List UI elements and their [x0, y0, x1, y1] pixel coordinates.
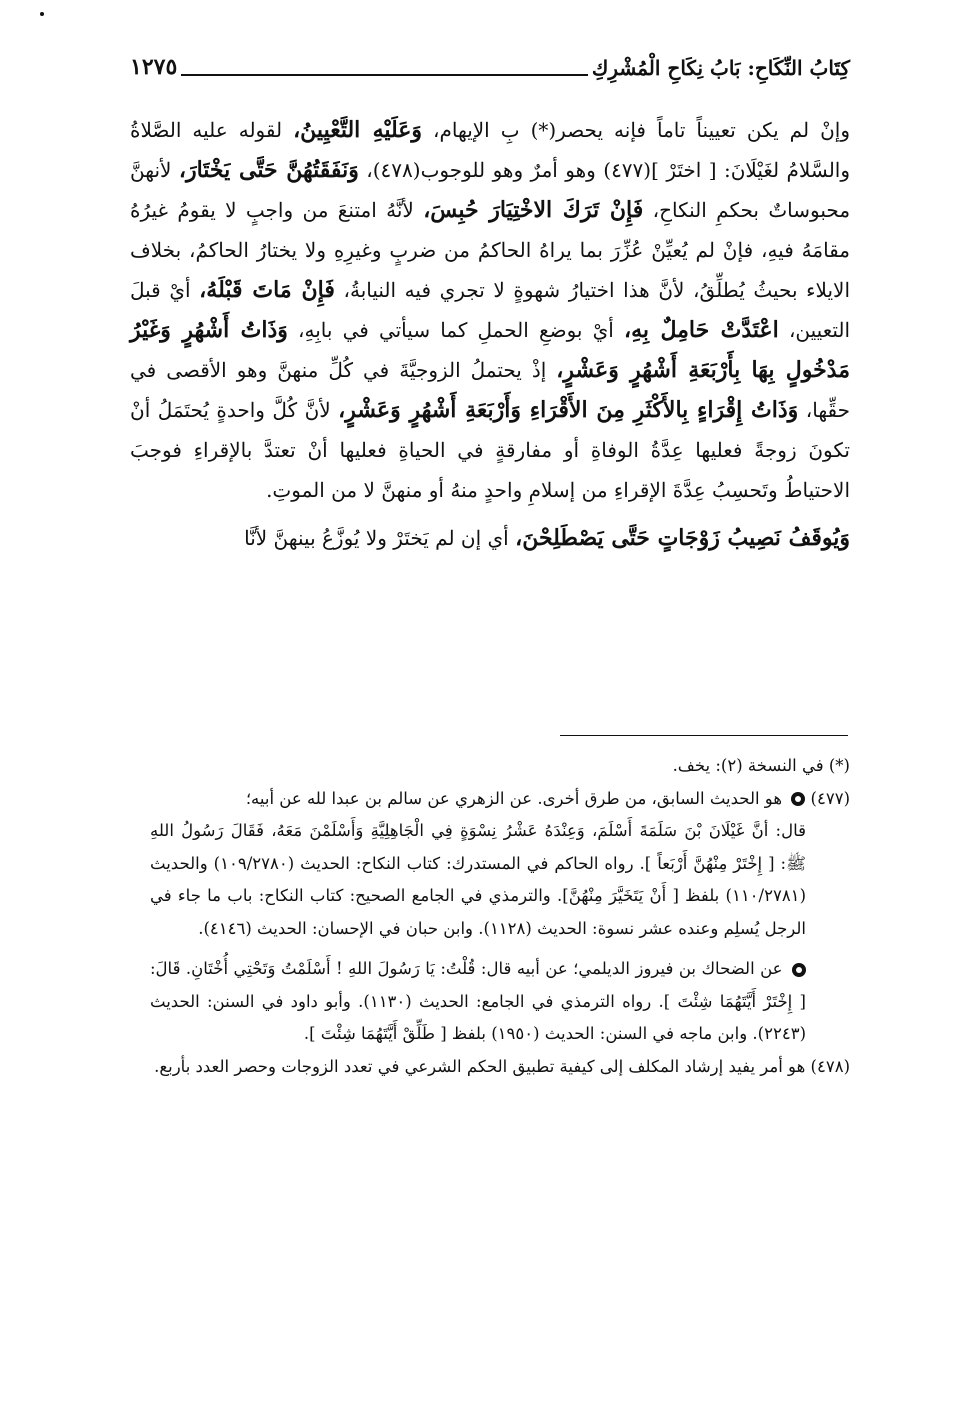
matn-text: فَإِنْ تَرَكَ الاخْتِيَارَ حُبِسَ، — [423, 197, 644, 223]
page-number: ١٢٧٥ — [130, 54, 178, 80]
footnote-478: (٤٧٨) هو أمر يفيد إرشاد المكلف إلى كيفية تطبيق الحكم الشرعي في تعدد الزوجات وحصر العدد بأربع. — [154, 1056, 850, 1076]
paragraph-1: وإنْ لم يكن تعييناً تاماً فإنه يحصر(*) بِ الإيهام، وَعَلَيْهِ التَّعْيِينُ، لقوله عليه الصَّلاةُ والسَّلامُ لغَيْلَانَ: [ اختَرْ ](٤٧٧) وهو أمرٌ وهو للوجوب(٤٧٨)، وَنَفَقَتُهُنَّ حَتَّى يَخْتَارَ، لأنهنَّ محبوساتٌ بحكمِ النكاحِ، فَإِنْ تَرَكَ الاخْتِيَارَ حُبِسَ، لأنَّهُ امتنعَ من واجبٍ لا يقومُ غيرُهُ مقامَهُ فيهِ، فإنْ لم يُعيِّنْ عُزِّرَ بما يراهُ الحاكمُ من ضربٍ وغيرِهِ ولا يختارُ الحاكمُ، بخلاف الايلاء بحيثُ يُطلِّقُ، لأنَّ هذا اختيارُ شهوةٍ لا تجري فيه النيابةُ، فَإِنْ مَاتَ قَبْلَهُ، أيْ قبلَ التعيين، اعْتَدَّتْ حَامِلٌ بِهِ، أيْ بوضعِ الحملِ كما سيأتي في بابِهِ، وَذَاتُ أَشْهُرٍ وَغَيْرُ مَدْخُولٍ بِهَا بِأَرْبَعَةِ أَشْهُرٍ وَعَشْرٍ، إذْ يحتملُ الزوجيَّةَ في كُلِّ منهنَّ وهو الأقصى في حقِّها، وَذَاتُ إِقْرَاءٍ بِالأَكْثَرِ مِنَ الأَقْرَاءِ وَأَرْبَعَةِ أَشْهُرٍ وَعَشْرٍ، لأنَّ كُلَّ واحدةٍ يُحتَمَلُ أنْ تكونَ زوجةً فعليها عِدَّةُ الوفاةِ أو مفارقةٍ في الحياةِ فعليها أنْ تعتدَّ بالإقراءِ فوجبَ الاحتياطُ وتَحسِبُ عِدَّةَ الإقراءِ من إسلامِ واحدٍ منهُ أو منهنَّ لا من الموتِ. — [130, 117, 851, 502]
footnote-477-second: عن الضحاك بن فيروز الديلمي؛ عن أبيه قال: قُلْتُ: يَا رَسُولَ اللهِ ! أَسْلَمْتُ وَتَحْتِي أُخْتَانِ. قَالَ: [ إِخْتَرْ أَيَّتَهُمَا شِئْتَ ]. رواه الترمذي في الجامع: الحديث (١١٣٠). وأبو داود في السنن: الحديث (٢٢٤٣). وابن ماجه في السنن: الحديث (١٩٥٠) بلفظ [ طَلِّقْ أَيَّتَهُمَا شِئْتَ ]. — [150, 959, 806, 1043]
scan-dot — [40, 12, 44, 16]
matn-text: فَإِنْ مَاتَ قَبْلَهُ، — [199, 277, 335, 303]
chapter-title: كِتَابُ النِّكَاحِ: بَابُ نِكَاحِ الْمُشْرِكِ — [591, 56, 850, 80]
paragraph-2: وَيُوقَفُ نَصِيبُ زَوْجَاتٍ حَتَّى يَصْطَلِحْنَ، أي إن لم يَختَرْ ولا يُوزَّعُ بينهنَّ لأنَّا — [244, 525, 850, 551]
footnote-477: (٤٧٧) هو الحديث السابق، من طرق أخرى. عن الزهري عن سالم بن عبدا لله عن أبيه؛ — [245, 788, 850, 808]
note-ref-star: (*) — [530, 118, 557, 142]
circle-bullet-icon — [791, 792, 805, 806]
footnotes — [150, 750, 850, 1083]
header-rule — [181, 74, 588, 76]
circle-bullet-icon — [792, 963, 806, 977]
footnote-separator — [560, 735, 848, 736]
matn-text: وَنَفَقَتُهُنَّ حَتَّى يَخْتَارَ، — [178, 157, 359, 183]
matn-text: وَيُوقَفُ نَصِيبُ زَوْجَاتٍ حَتَّى يَصْطَلِحْنَ، — [515, 525, 850, 551]
matn-text: وَذَاتُ أَشْهُرٍ وَغَيْرُ مَدْخُولٍ بِهَا بِأَرْبَعَةِ أَشْهُرٍ وَعَشْرٍ، — [130, 317, 850, 383]
footnote-number: (٤٧٨) — [810, 1056, 850, 1076]
note-ref-478: (٤٧٨)، — [366, 158, 421, 182]
footnote-star: (*) في النسخة (٢): يخف. — [672, 756, 850, 775]
footnote-number: (٤٧٧) — [810, 788, 850, 808]
matn-text: وَعَلَيْهِ التَّعْيِينُ، — [293, 117, 423, 143]
running-header — [130, 46, 850, 86]
matn-text: وَذَاتُ إِقْرَاءٍ بِالأَكْثَرِ مِنَ الأَقْرَاءِ وَأَرْبَعَةِ أَشْهُرٍ وَعَشْرٍ، — [338, 397, 799, 423]
footnote-477-text: قال: أنَّ غَيْلَانَ بْنَ سَلَمَةَ أَسْلَمَ، وَعِنْدَهُ عَشْرُ نِسْوَةٍ فِي الْجَاهِلِيَّةِ وَأَسْلَمْنَ مَعَهُ، فَقَالَ رَسُولُ اللهِ ﷺ: [ إِخْتَرْ مِنْهُنَّ أَرْبَعاً ]. رواه الحاكم في المستدرك: كتاب النكاح: الحديث (١٠٩/٢٧٨٠) والحديث (١١٠/٢٧٨١) بلفظ [ أَنْ يَتَخَيَّرَ مِنْهُنَّ]. والترمذي في الجامع الصحيح: كتاب النكاح: باب ما جاء في الرجل يُسلِم وعنده عشر نسوة: الحديث (١١٢٨). وابن حبان في الإحسان: الحديث (٤١٤٦). — [150, 821, 806, 938]
note-ref-477: (٤٧٧) — [603, 158, 652, 182]
matn-text: اعْتَدَّتْ حَامِلٌ بِهِ، — [623, 317, 779, 343]
main-text — [130, 110, 850, 558]
